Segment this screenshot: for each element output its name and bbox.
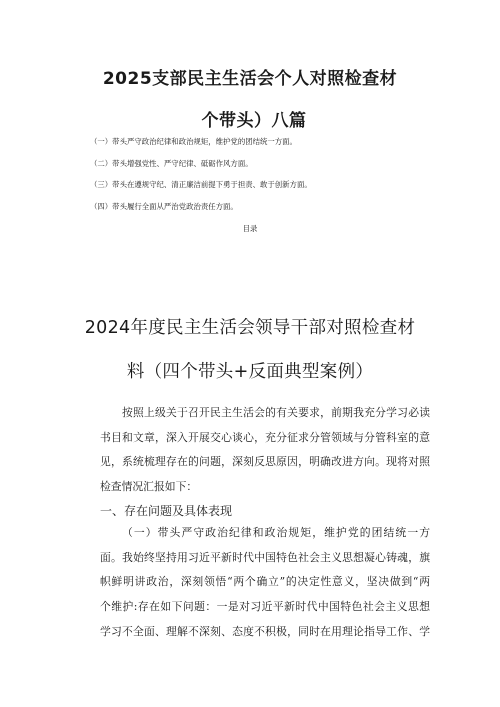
paragraph-line: 面。我始终坚持用习近平新时代中国特色社会主义思想凝心铸魂，旗	[100, 550, 430, 564]
toc-item-3[interactable]: （三）带头在遵规守纪、清正廉洁前提下勇于担责、敢于创新方面。	[90, 180, 312, 189]
intro-paragraph	[100, 401, 430, 500]
section-heading: 一、存在问题及具体表现	[100, 504, 233, 518]
paragraph-line: 按照上级关于召开民主生活会的有关要求，前期我充分学习必读	[122, 406, 430, 419]
paragraph-line: 检查情况汇报如下：	[100, 480, 198, 494]
doc-title-line2: 个带头）八篇	[201, 111, 307, 131]
toc-item-2[interactable]: （二）带头增强党性、严守纪律、砥砺作风方面。	[90, 158, 253, 168]
section-paragraph	[100, 521, 430, 645]
toc-item-4[interactable]: （四）带头履行全面从严治党政治责任方面。	[90, 201, 238, 211]
article-title-line2: 料（四个带头+反面典型案例）	[126, 362, 374, 382]
paragraph-line: 见，系统梳理存在的问题，深刻反思原因，明确改进方向。现将对照	[100, 455, 430, 469]
doc-title-line1: 2025支部民主生活会个人对照检查材	[102, 69, 398, 89]
paragraph-line: 书目和文章，深入开展交心谈心，充分征求分管领域与分管科室的意	[100, 430, 430, 444]
article-title-line1: 2024年度民主生活会领导干部对照检查材	[84, 318, 416, 338]
toc-label: 目录	[242, 224, 258, 233]
paragraph-line: 个维护:存在如下问题：一是对习近平新时代中国特色社会主义思想	[100, 600, 430, 614]
toc-item-1[interactable]: （一）带头严守政治纪律和政治规矩，维护党的团结统一方面。	[90, 137, 297, 146]
paragraph-line: （一）带头严守政治纪律和政治规矩，维护党的团结统一方	[122, 526, 430, 539]
paragraph-line: 帜鲜明讲政治，深刻领悟“两个确立”的决定性意义，坚决做到“两	[100, 575, 430, 589]
table-of-contents	[90, 137, 470, 223]
paragraph-line: 学习不全面、理解不深刻、态度不积极，同时在用理论指导工作、学	[100, 624, 430, 638]
